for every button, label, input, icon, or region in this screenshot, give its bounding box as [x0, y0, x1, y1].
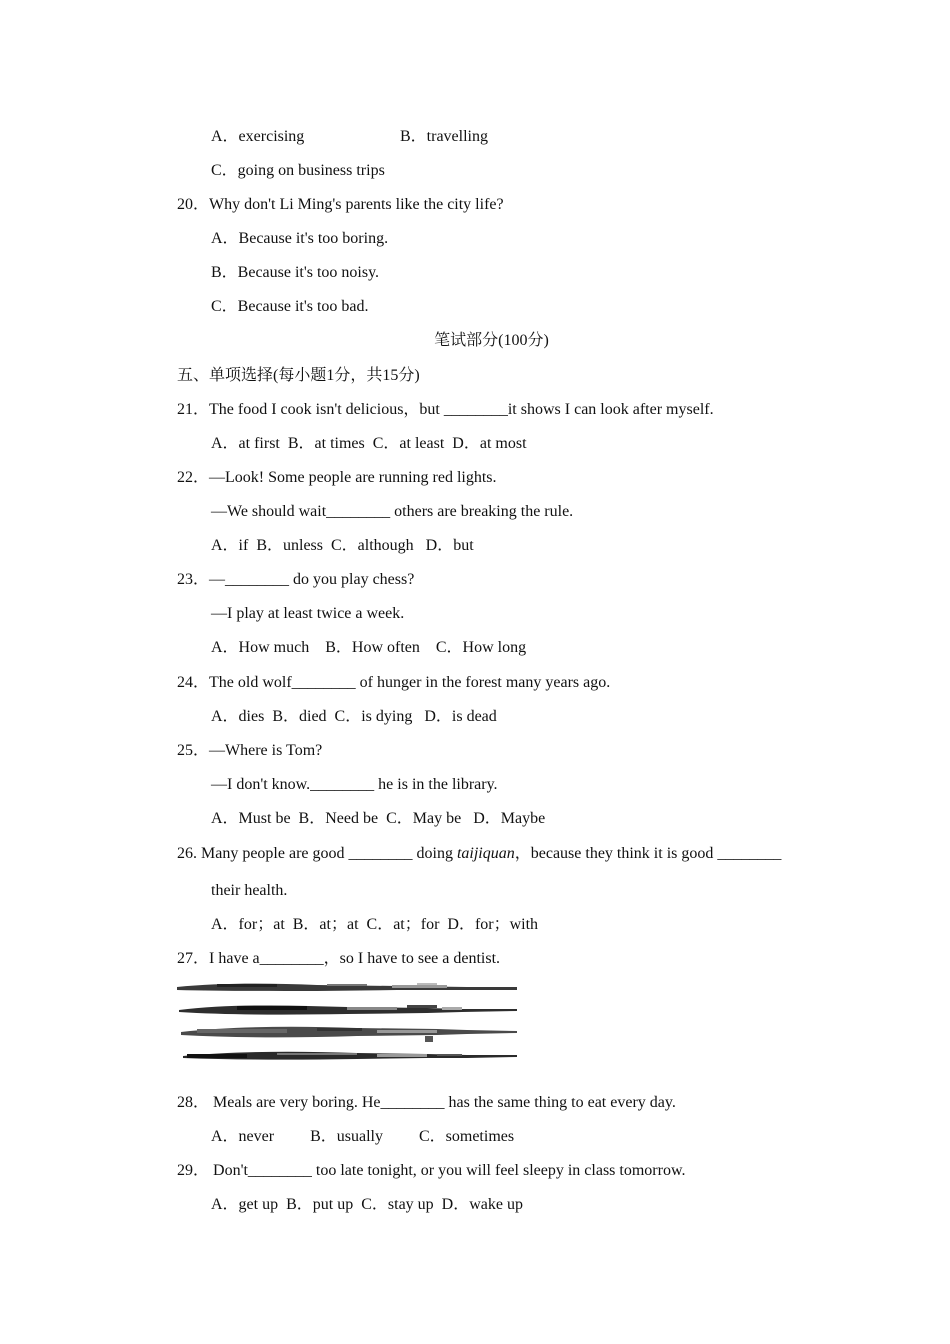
- q22-dialogue-line: —We should wait________ others are breaking the rule.: [211, 503, 574, 520]
- q22-options: A．if B．unless C．although D．but: [211, 537, 474, 554]
- question-number: 27．: [177, 950, 210, 967]
- question-27: [177, 949, 500, 969]
- question-number: 22．: [177, 469, 210, 486]
- q23-options: A．How much B．How often C．How long: [211, 639, 527, 656]
- q20-option-c: C．Because it's too bad.: [211, 298, 369, 315]
- q20-option-b: B．Because it's too noisy.: [211, 264, 380, 281]
- question-number: 21．: [177, 401, 210, 418]
- question-text: —Look! Some people are running red lights.: [209, 469, 497, 486]
- question-text: Meals are very boring. He________ has the same thing to eat every day.: [209, 1094, 676, 1111]
- q19-option-b: B．travelling: [400, 128, 488, 145]
- q25-options: A．Must be B．Need be C．May be D．Maybe: [211, 810, 546, 827]
- noise-row-1: [177, 983, 517, 991]
- question-29: [177, 1161, 685, 1181]
- q28-options: A．never B．usually C．sometimes: [211, 1128, 515, 1145]
- noise-row-4: [183, 1052, 517, 1060]
- section-heading-written: 笔试部分(100分): [434, 332, 549, 349]
- question-text-italic: taijiquan: [456, 845, 515, 862]
- q19-option-c: C．going on business trips: [211, 162, 385, 179]
- question-22: [177, 468, 497, 488]
- q23-dialogue-line: —I play at least twice a week.: [211, 605, 405, 622]
- noise-row-3: [181, 1027, 517, 1042]
- q26-options: A．for；at B．at；at C．at；for D．for；with: [211, 916, 539, 933]
- question-text: Don't________ too late tonight, or you will feel sleepy in class tomorrow.: [209, 1162, 686, 1179]
- question-20: [177, 195, 504, 215]
- question-text: The food I cook isn't delicious，but ________it shows I can look after myself.: [209, 401, 714, 418]
- question-25: [177, 741, 322, 761]
- q26-continuation: their health.: [211, 882, 288, 899]
- question-number: 29．: [177, 1162, 210, 1179]
- question-number: 20．: [177, 196, 210, 213]
- question-28: [177, 1093, 676, 1113]
- q19-option-a: A．exercising: [211, 128, 305, 145]
- question-text: Many people are good ________ doing: [197, 845, 457, 862]
- question-number: 23．: [177, 571, 210, 588]
- question-number: 25．: [177, 742, 210, 759]
- question-text: —Where is Tom?: [209, 742, 323, 759]
- question-text: I have a________，so I have to see a dentist.: [209, 950, 501, 967]
- question-number: 24．: [177, 674, 210, 691]
- corrupted-options-image: [177, 978, 517, 1064]
- question-number: 26.: [177, 845, 197, 862]
- question-number: 28．: [177, 1094, 210, 1111]
- question-text: ，because they think it is good ________: [514, 845, 782, 862]
- noise-row-2: [179, 1005, 517, 1015]
- question-text: —________ do you play chess?: [209, 571, 415, 588]
- question-text: The old wolf________ of hunger in the forest many years ago.: [209, 674, 611, 691]
- section-5-title: 五、单项选择(每小题1分，共15分): [177, 367, 420, 384]
- question-26: [177, 844, 781, 864]
- question-21: [177, 400, 714, 420]
- q29-options: A．get up B．put up C．stay up D．wake up: [211, 1196, 523, 1213]
- q24-options: A．dies B．died C．is dying D．is dead: [211, 708, 497, 725]
- question-text: Why don't Li Ming's parents like the city life?: [209, 196, 504, 213]
- q20-option-a: A．Because it's too boring.: [211, 230, 389, 247]
- question-24: [177, 673, 610, 693]
- q21-options: A．at first B．at times C．at least D．at most: [211, 435, 527, 452]
- question-23: [177, 570, 414, 590]
- q25-dialogue-line: —I don't know.________ he is in the library.: [211, 776, 498, 793]
